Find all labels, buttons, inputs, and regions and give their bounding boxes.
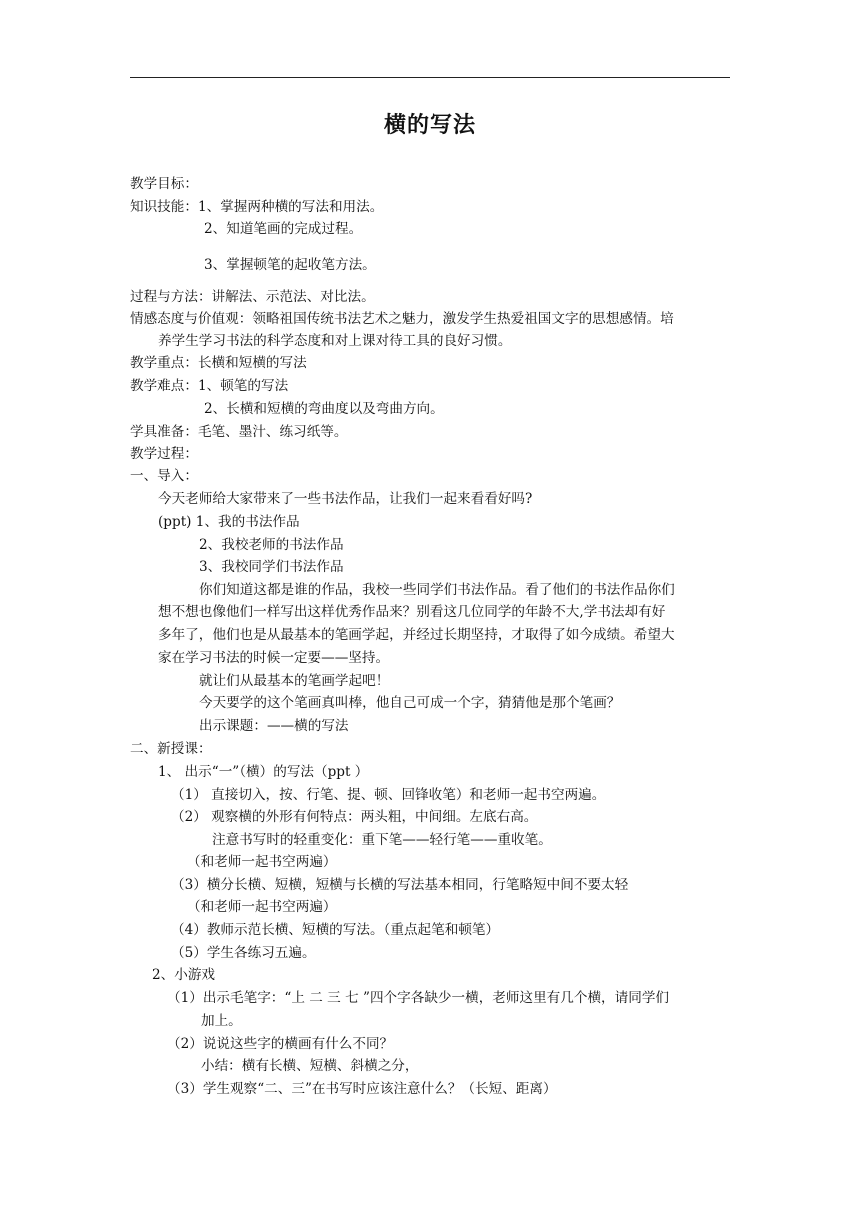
text-line: 2、长横和短横的弯曲度以及弯曲方向。 (204, 401, 444, 417)
text-line: 养学生学习书法的科学态度和对上课对待工具的良好习惯。 (158, 333, 512, 349)
text-line: 教学重点：长横和短横的写法 (130, 355, 307, 371)
text-line: （5）学生各练习五遍。 (171, 945, 316, 961)
text-line: 2、小游戏 (152, 967, 216, 983)
text-line: 教学目标： (130, 176, 198, 192)
text-line: 今天老师给大家带来了一些书法作品，让我们一起来看看好吗? (158, 491, 533, 507)
text-line: 家在学习书法的时候一定要——坚持。 (158, 650, 390, 666)
text-line: （3）横分长横、短横，短横与长横的写法基本相同，行笔略短中间不要太轻 (171, 877, 629, 893)
text-line: 3、我校同学们书法作品 (199, 559, 344, 575)
text-line: （和老师一起书空两遍） (187, 854, 337, 870)
text-line: （1）出示毛笔字：“上 二 三 七 ”四个字各缺少一横，老师这里有几个横，请同学们 (167, 990, 670, 1006)
text-line: 注意书写时的轻重变化：重下笔——轻行笔——重收笔。 (212, 832, 552, 848)
text-line: 情感态度与价值观：领略祖国传统书法艺术之魅力，激发学生热爱祖国文字的思想感情。培 (130, 311, 674, 327)
text-line: 就让们从最基本的笔画学起吧！ (199, 673, 390, 689)
text-line: 3、掌握顿笔的起收笔方法。 (204, 257, 376, 273)
text-line: 2、知道笔画的完成过程。 (204, 221, 363, 237)
text-line: 你们知道这都是谁的作品，我校一些同学们书法作品。看了他们的书法作品你们 (199, 582, 675, 598)
text-line: 出示课题：——横的写法 (199, 718, 349, 734)
document-title: 横的写法 (383, 113, 476, 138)
text-line: （3）学生观察“二、三”在书写时应该注意什么？（长短、距离） (167, 1081, 557, 1097)
text-line: 加上。 (201, 1013, 242, 1029)
text-line: 学具准备：毛笔、墨汁、练习纸等。 (130, 424, 348, 440)
text-line: 教学过程： (130, 446, 198, 462)
text-line: 今天要学的这个笔画真叫棒，他自己可成一个字，猜猜他是那个笔画？ (199, 695, 621, 711)
text-line: 过程与方法：讲解法、示范法、对比法。 (130, 289, 375, 305)
text-line: （1） 直接切入，按、行笔、提、顿、回锋收笔）和老师一起书空两遍。 (171, 787, 606, 803)
text-line: 多年了，他们也是从最基本的笔画学起，并经过长期坚持，才取得了如今成绩。希望大 (158, 627, 675, 643)
text-line: （2）说说这些字的横画有什么不同？ (167, 1036, 394, 1052)
text-line: （和老师一起书空两遍） (187, 899, 337, 915)
text-line: 知识技能：1、掌握两种横的写法和用法。 (130, 199, 384, 215)
text-line: 想不想也像他们一样写出这样优秀作品来？别看这几位同学的年龄不大,学书法却有好 (158, 604, 666, 620)
text-line: 1、 出示“一”（横）的写法（ppt ） (158, 764, 369, 780)
text-line: （4）教师示范长横、短横的写法。（重点起笔和顿笔） (171, 922, 500, 938)
text-line: 二、新授课： (130, 741, 212, 757)
text-line: 2、我校老师的书法作品 (199, 537, 344, 553)
header-rule (130, 77, 730, 78)
text-line: 教学难点：1、顿笔的写法 (130, 378, 289, 394)
text-line: （2） 观察横的外形有何特点：两头粗，中间细。左底右高。 (171, 809, 538, 825)
text-line: (ppt) 1、我的书法作品 (158, 514, 300, 530)
text-line: 一、导入： (130, 468, 198, 484)
text-line: 小结：横有长横、短横、斜横之分， (201, 1058, 419, 1074)
